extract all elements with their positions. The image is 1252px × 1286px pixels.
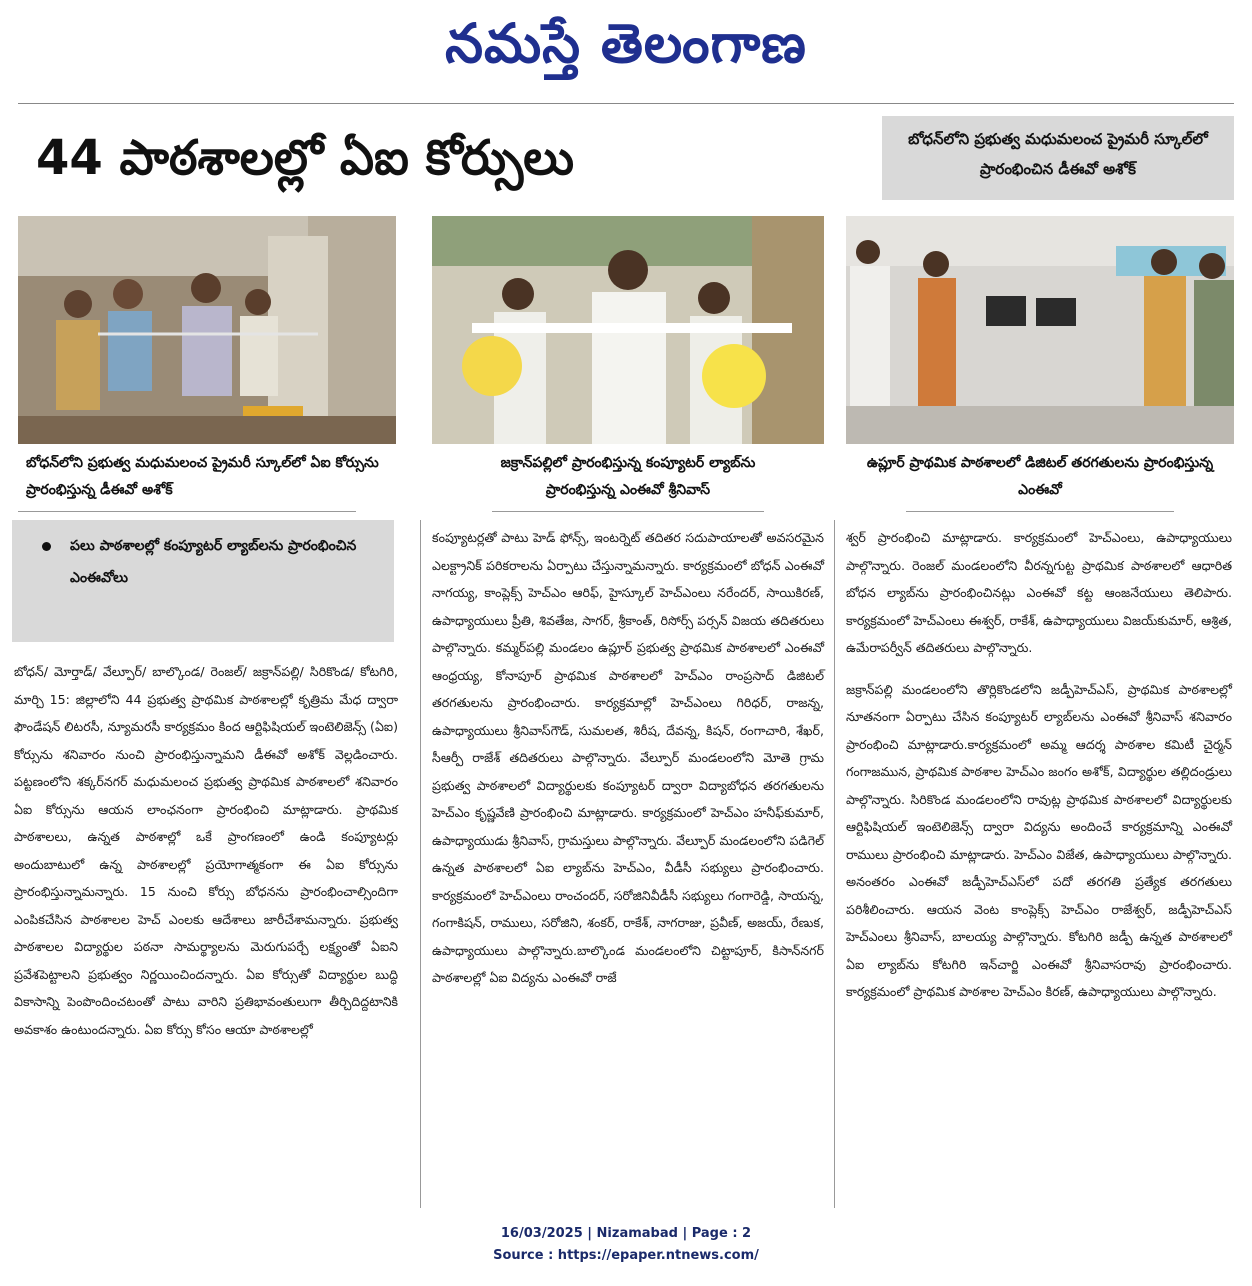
- column-divider: [834, 520, 835, 1208]
- column-divider: [420, 520, 421, 1208]
- highlight-box: [12, 520, 394, 642]
- photo-caption-1: [18, 450, 396, 512]
- article-column-2: [432, 524, 824, 992]
- photo-caption-3-text: ఉప్లూర్ ప్రాథమిక పాఠశాలలో డిజిటల్ తరగతులను ప్రారంభిస్తున్న ఎంఈవో: [866, 455, 1214, 498]
- bullet-icon: [42, 542, 51, 551]
- photo-digital-class: [846, 216, 1234, 444]
- photo-computer-lab-inauguration: [432, 216, 824, 444]
- article-column-1: [14, 658, 398, 1043]
- masthead-rule: [18, 103, 1234, 104]
- photo-caption-2: [432, 450, 824, 512]
- article-paragraph: కంప్యూటర్లతో పాటు హెడ్ ఫోన్స్, ఇంటర్నెట్ తదితర సదుపాయాలతో అవసరమైన ఎలక్ట్రానిక్ పరికరాలను ఏర్పాటు చేస్తున్నామన్నారు. కార్యక్రమంలో బోధన్ ఎంఈవో నాగయ్య, కాంప్లెక్స్ హెచ్ఎం ఆరిఫ్, హైస్కూల్ హెచ్ఎంలు నరేందర్, సాయికిరణ్, ఉపాధ్యాయులు ప్రీతి, శివతేజ, సాగర్, శ్రీకాంత్, రిసోర్స్ పర్సన్ విజయ తదితరులు పాల్గొన్నారు. కమ్మర్‌పల్లి మండలం ఉప్లూర్ ప్రభుత్వ ప్రాథమిక పాఠశాలలో ఎంఈవో ఆంధ్రయ్య, కోనాపూర్ ప్రాథమిక పాఠశాలలో హెచ్ఎం రాంప్రసాద్ డిజిటల్ తరగతులను ప్రారంభించారు. కార్యక్రమాల్లో హెచ్ఎంలు గిరిధర్, రాజన్న, ఉపాధ్యాయులు శ్రీనివాస్‌గౌడ్, సుమలత, శిరీష, దేవన్న, కిషన్, రంగాచారి, శేఖర్, సీఆర్పీ రాజేశ్ తదితరులు పాల్గొన్నారు. వేల్పూర్ మండలంలోని మోతె గ్రామ ప్రభుత్వ పాఠశాలలో విద్యార్థులకు కంప్యూటర్ ద్వారా విద్యాబోధన తరగతులను హెచ్ఎం కృష్ణవేణి ప్రారంభించి మాట్లాడారు. కార్యక్రమంలో హెచ్ఎం హనీఫ్‌కుమార్, ఉపాధ్యాయుడు శ్రీనివాస్, గ్రామస్తులు పాల్గొన్నారు. వేల్పూర్ మండలంలోని పడిగెల్ ఉన్నత పాఠశాలలో ఏఐ ల్యాబ్‌ను హెచ్ఎం, వీడీసీ సభ్యులు ప్రారంభించారు. కార్యక్రమంలో హెచ్ఎంలు రాంచందర్, సరోజినివీడీసీ సభ్యులు గంగారెడ్డి, సాయన్న, గంగాకిషన్, రాములు, సరోజిని, శంకర్, రాకేశ్, నాగరాజు, ప్రవీణ్, అజయ్, రేణుక, ఉపాధ్యాయులు పాల్గొన్నారు.బాల్కొండ మండలంలోని చిట్టాపూర్, కిసాన్‌నగర్ పాఠశాలల్లో ఏఐ విద్యను ఎంఈవో రాజే: [432, 530, 824, 985]
- article-headline: 44 పాఠశాలల్లో ఏఐ కోర్సులు: [36, 130, 574, 186]
- footer-dateline: 16/03/2025 | Nizamabad | Page : 2: [500, 1226, 752, 1241]
- photo-caption-3: [846, 450, 1234, 512]
- highlight-text: పలు పాఠశాలల్లో కంప్యూటర్ ల్యాబ్‌లను ప్రారంభించిన ఎంఈవోలు: [70, 538, 357, 586]
- article-paragraph: బోధన్/ మోర్తాడ్/ వేల్పూర్/ బాల్కొండ/ రెంజల్/ జక్రాన్‌పల్లి/ సిరికొండ/ కోటగిరి, మార్చి 15: జిల్లాలోని 44 ప్రభుత్వ ప్రాథమిక పాఠశాలల్లో కృత్రిమ మేధ ద్వారా ఫౌండేషన్ లిటరసీ, న్యూమరసీ కార్యక్రమం కింద ఆర్టిఫిషియల్ ఇంటెలిజెన్స్ (ఏఐ) కోర్సును శనివారం నుంచి ప్రారంభిస్తున్నామని డీఈవో అశోక్ వెల్లడించారు. పట్టణంలోని శక్కర్‌నగర్ మధుమలంచ ప్రభుత్వ ప్రాథమిక పాఠశాలలో శనివారం ఏఐ కోర్సును ఆయన లాంఛనంగా ప్రారంభించి మాట్లాడారు. ప్రాథమిక పాఠశాలలు, ఉన్నత పాఠశాల్లో ఒకే ప్రాంగణంలో ఉండి కంప్యూటర్లు అందుబాటులో ఉన్న పాఠశాలల్లో ప్రయోగాత్మకంగా ఈ ఏఐ కోర్సును ప్రారంభిస్తున్నామన్నారు. 15 నుంచి కోర్సు బోధనను ప్రారంభించాల్సిందిగా ఎంపికచేసిన పాఠశాలల హెచ్ ఎంలకు ఆదేశాలు జారీచేశామన్నారు. ప్రభుత్వ పాఠశాలల విద్యార్థుల పఠనా సామర్థ్యాలను మెరుగుపర్చే లక్ష్యంతో ఏఐని ప్రవేశపెట్టాలని ప్రభుత్వం నిర్ణయించిందన్నారు. ఏఐ కోర్సుతో విద్యార్థుల బుద్ధి వికాసాన్ని పెంపొందించటంతో పాటు వారిని ప్రతిభావంతులుగా తీర్చిదిద్దటానికి అవకాశం ఉంటుందన్నారు. ఏఐ కోర్సు కోసం ఆయా పాఠశాలల్లో: [14, 664, 398, 1037]
- article-column-3: [846, 524, 1232, 1006]
- footer-source-link[interactable]: Source : https://epaper.ntnews.com/: [493, 1248, 759, 1263]
- photo-caption-2-text: జక్రాన్‌పల్లిలో ప్రారంభిస్తున్న కంప్యూటర్ ల్యాబ్‌ను ప్రారంభిస్తున్న ఎంఈవో శ్రీనివాస్: [500, 455, 756, 498]
- photo-caption-1-text: బోధన్‌లోని ప్రభుత్వ మధుమలంచ ప్రైమరీ స్కూల్‌లో ఏఐ కోర్సును ప్రారంభిస్తున్న డీఈవో అశోక్: [26, 455, 379, 498]
- headline-kicker: బోధన్‌లోని ప్రభుత్వ మధుమలంచ ప్రైమరీ స్కూల్‌లో ప్రారంభించిన డీఈవో అశోక్: [882, 116, 1234, 200]
- photo-deo-inauguration: [18, 216, 396, 444]
- newspaper-masthead: నమస్తే తెలంగాణ: [445, 11, 807, 75]
- article-paragraph: జక్రాన్‌పల్లి మండలంలోని తొర్లికొండలోని జడ్పీహెచ్ఎస్, ప్రాథమిక పాఠశాలల్లో నూతనంగా ఏర్పాటు చేసిన కంప్యూటర్ ల్యాబ్‌లను ఎంఈవో శ్రీనివాస్ శనివారం ప్రారంభించి మాట్లాడారు.కార్యక్రమంలో అమ్మ ఆదర్శ పాఠశాల కమిటీ చైర్మన్ గంగాజమున, ప్రాథమిక పాఠశాల హెచ్ఎం జంగం అశోక్, విద్యార్థుల తల్లిదండ్రులు పాల్గొన్నారు. సిరికొండ మండలంలోని రావుట్ల ప్రాథమిక పాఠశాలలో విద్యార్థులకు ఆర్టిఫిషియల్ ఇంటెలిజెన్స్ ద్వారా విద్యను అందించే కార్యక్రమాన్ని ఎంఈవో రాములు ప్రారంభించి మాట్లాడారు. హెచ్ఎం విజేత, ఉపాధ్యాయులు పాల్గొన్నారు. అనంతరం ఎంఈవో జడ్పీహెచ్ఎస్‌లో పదో తరగతి ప్రత్యేక తరగతులు పరిశీలించారు. ఆయన వెంట కాంప్లెక్స్ హెచ్ఎం రాజేశ్వర్, జడ్పీహెచ్ఎస్ హెచ్ఎంలు శ్రీనివాస్, బాలయ్య పాల్గొన్నారు. కోటగిరి జడ్పీ ఉన్నత పాఠశాలలో ఏఐ ల్యాబ్‌ను కోటగిరి ఇన్‌చార్జి ఎంఈవో శ్రీనివాసరావు ప్రారంభించారు. కార్యక్రమంలో ప్రాథమిక పాఠశాల హెచ్ఎం కిరణ్, ఉపాధ్యాయులు పాల్గొన్నారు.: [846, 681, 1232, 999]
- article-paragraph: శ్వర్ ప్రారంభించి మాట్లాడారు. కార్యక్రమంలో హెచ్ఎంలు, ఉపాధ్యాయులు పాల్గొన్నారు. రెంజల్ మండలంలోని వీరన్నగుట్ట ప్రాథమిక పాఠశాలలో ఆధారిత బోధన ల్యాబ్‌ను ప్రారంభించినట్లు ఎంఈవో కట్ట ఆంజనేయులు తెలిపారు. కార్యక్రమంలో హెచ్ఎంలు ఈశ్వర్, రాకేశ్, ఉపాధ్యాయులు విజయ్‌కుమార్, ఆశ్రిత, ఉమేరాపర్వీన్ తదితరులు పాల్గొన్నారు.: [846, 530, 1232, 655]
